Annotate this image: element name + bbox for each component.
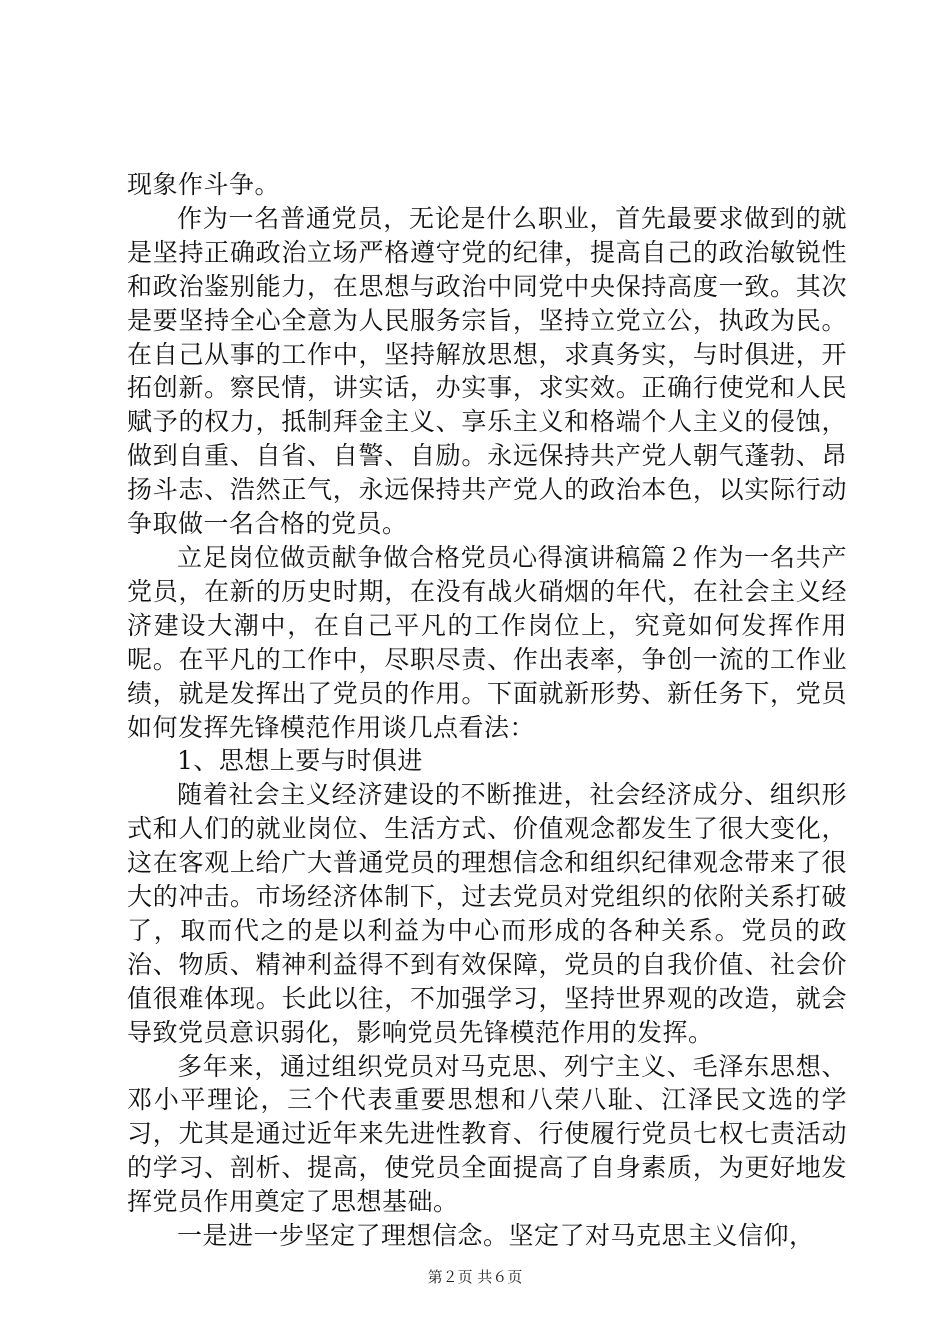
paragraph-3: 立足岗位做贡献争做合格党员心得演讲稿篇２作为一名共产党员，在新的历史时期，在没有战火硝烟的年代，在社会主义经济建设大潮中，在自己平凡的工作岗位上，究竟如何发挥作用呢。在平凡的工作中，尽职尽责、作出表率，争创一流的工作业绩，就是发挥出了党员的作用。下面就新形势、新任务下，党员如何发挥先锋模范作用谈几点看法： (127, 542, 847, 742)
paragraph-1: 现象作斗争。 (127, 170, 281, 199)
paragraph-2: 作为一名普通党员，无论是什么职业，首先最要求做到的就是坚持正确政治立场严格遵守党的纪律，提高自己的政治敏锐性和政治鉴别能力，在思想与政治中同党中央保持高度一致。其次是要坚持全心全意为人民服务宗旨，坚持立党立公，执政为民。在自己从事的工作中，坚持解放思想，求真务实，与时俱进，开拓创新。察民情，讲实话，办实事，求实效。正确行使党和人民赋予的权力，抵制拜金主义、享乐主义和格端个人主义的侵蚀，做到自重、自省、自警、自励。永远保持共产党人朝气蓬勃、昂扬斗志、浩然正气，永远保持共产党人的政治本色，以实际行动争取做一名合格的党员。 (127, 203, 847, 539)
page-number: 第２页 共６页 (427, 1268, 523, 1286)
paragraph-6: 一是进一步坚定了理想信念。坚定了对马克思主义信仰， (177, 1221, 815, 1251)
section-heading: 1、思想上要与时俱进 (177, 746, 423, 776)
paragraph-5: 多年来，通过组织党员对马克思、列宁主义、毛泽东思想、邓小平理论，三个代表重要思想和八荣八耻、江泽民文选的学习，尤其是通过近年来先进性教育、行使履行党员七权七责活动的学习、剖析、提高，使党员全面提高了自身素质，为更好地发挥党员作用奠定了思想基础。 (127, 1051, 847, 1217)
document-body (127, 168, 847, 1253)
page-footer (0, 1266, 950, 1287)
paragraph-4: 随着社会主义经济建设的不断推进，社会经济成分、组织形式和人们的就业岗位、生活方式、价值观念都发生了很大变化，这在客观上给广大普通党员的理想信念和组织纪律观念带来了很大的冲击。市场经济体制下，过去党员对党组织的依附关系打破了，取而代之的是以利益为中心而形成的各种关系。党员的政治、物质、精神利益得不到有效保障，党员的自我价值、社会价值很难体现。长此以往，不加强学习，坚持世界观的改造，就会导致党员意识弱化，影响党员先锋模范作用的发挥。 (127, 780, 847, 1047)
